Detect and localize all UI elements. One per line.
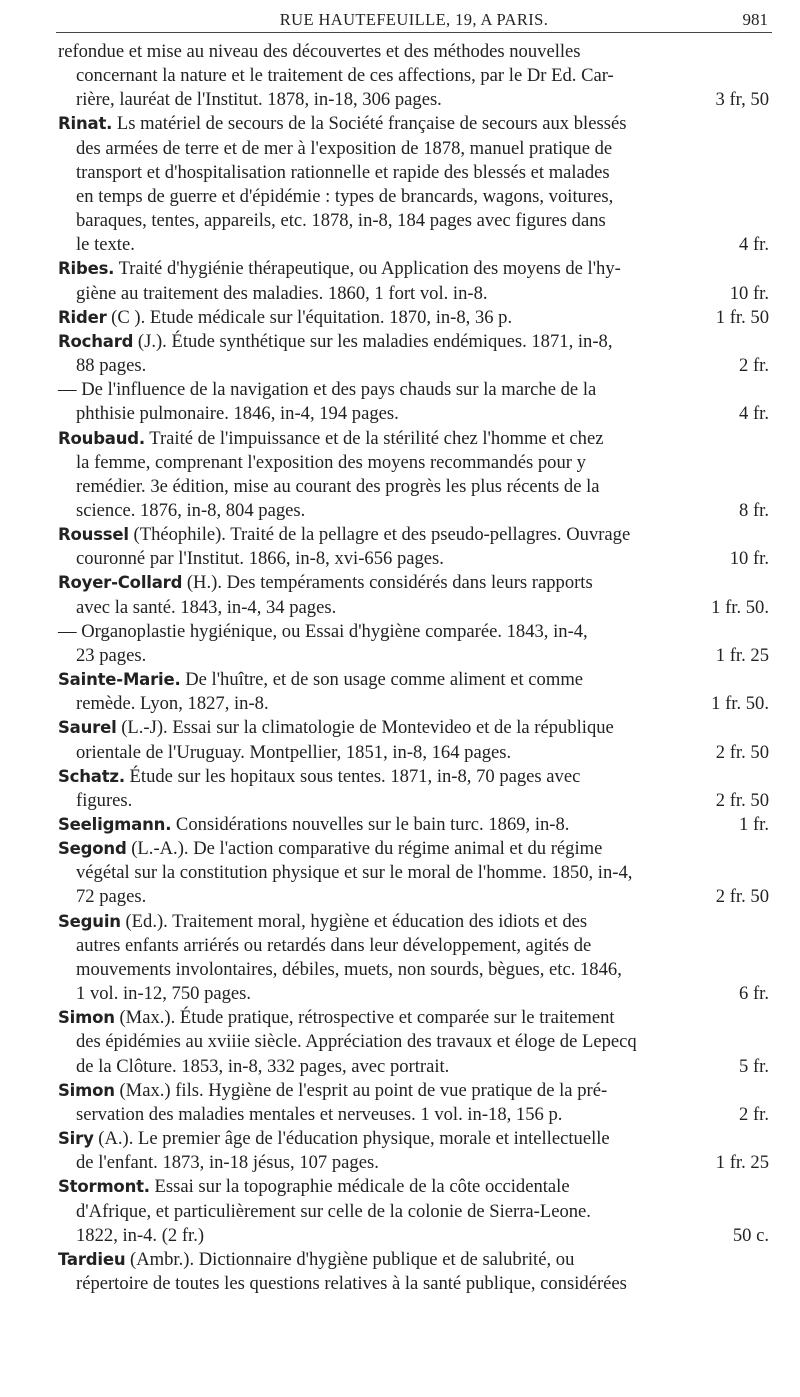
- price: 5 fr.: [739, 1055, 769, 1077]
- entry-first-line: [58, 427, 769, 451]
- entry-text: végétal sur la constitution physique et sur le moral de l'homme. 1850, in-4,: [76, 862, 633, 884]
- entry-text: Essai sur la topographie médicale de la côte occidentale: [149, 1176, 570, 1198]
- header-rule: [56, 32, 772, 33]
- author-name: Seeligmann.: [58, 815, 172, 834]
- entry-text: 23 pages.: [76, 644, 147, 666]
- entry-first-line: [58, 571, 769, 595]
- entry-line: [58, 282, 769, 306]
- entry-line: [58, 692, 769, 716]
- author-name: Tardieu: [58, 1249, 126, 1269]
- entry-first-line: [58, 1006, 769, 1030]
- entry-text: (J.). Étude synthétique sur les maladies endémiques. 1871, in-8,: [133, 330, 613, 352]
- entry-first-line: [58, 257, 769, 281]
- entry-text: 88 pages.: [76, 355, 147, 377]
- entry-first-line: [58, 910, 769, 934]
- entry-text: couronné par l'Institut. 1866, in-8, xvi-656 pages.: [76, 548, 444, 570]
- author-name: Saurel: [58, 718, 117, 738]
- entry-text: Traité de l'impuissance et de la stérilité chez l'homme et chez: [144, 427, 604, 449]
- entry-line: [58, 789, 769, 813]
- entry-text: servation des maladies mentales et nerveuses. 1 vol. in-18, 156 p.: [76, 1103, 563, 1125]
- author-name: Seguin: [58, 911, 121, 931]
- price: 1 fr.: [739, 814, 769, 835]
- entry-line: [58, 861, 769, 885]
- entry-text: Traité d'hygiénie thérapeutique, ou Application des moyens de l'hy-: [114, 258, 621, 280]
- page-header: [56, 6, 772, 32]
- entry-line: [58, 1151, 769, 1175]
- entry-text: 1 vol. in-12, 750 pages.: [76, 983, 252, 1005]
- price: 1 fr. 25: [715, 1152, 769, 1174]
- entry-first-line: [58, 1079, 769, 1103]
- entry-first-line: [58, 1127, 769, 1151]
- entry-line: [58, 958, 769, 982]
- entry-text: baraques, tentes, appareils, etc. 1878, in-8, 184 pages avec figures dans: [76, 210, 606, 232]
- price: 10 fr.: [729, 548, 769, 570]
- entry-text: (Théophile). Traité de la pellagre et des pseudo-pellagres. Ouvrage: [128, 524, 631, 546]
- entry-line: [58, 1224, 769, 1248]
- price: 8 fr.: [739, 499, 769, 521]
- entry-text: avec la santé. 1843, in-4, 34 pages.: [76, 596, 337, 618]
- entry-text: 1822, in-4. (2 fr.): [76, 1224, 205, 1246]
- entry-text: (C ). Etude médicale sur l'équitation. 1870, in-8, 36 p.: [106, 306, 513, 328]
- entry-text: (L.-A.). De l'action comparative du régime animal et du régime: [126, 838, 603, 860]
- entry-text: remède. Lyon, 1827, in-8.: [76, 693, 269, 715]
- entry-text: de l'enfant. 1873, in-18 jésus, 107 pages.: [76, 1152, 379, 1174]
- price: 10 fr.: [729, 282, 769, 304]
- entry-text: (Max.). Étude pratique, rétrospective et comparée sur le traitement: [114, 1007, 615, 1029]
- entry-first-line: [58, 668, 769, 692]
- entry-text: des armées de terre et de mer à l'exposition de 1878, manuel pratique de: [76, 137, 613, 159]
- entry-text: 72 pages.: [76, 886, 147, 908]
- entry-first-line: [58, 837, 769, 861]
- author-name: Simon: [58, 1008, 115, 1028]
- catalogue-text: [58, 40, 769, 1296]
- author-name: Siry: [58, 1129, 94, 1149]
- entry-text: (Ambr.). Dictionnaire d'hygiène publique et de salubrité, ou: [125, 1248, 575, 1270]
- entry-text: la femme, comprenant l'exposition des moyens recommandés pour y: [76, 451, 586, 473]
- price: 1 fr. 50.: [711, 693, 769, 715]
- author-name: Roussel: [58, 525, 129, 545]
- entry-text: de la Clôture. 1853, in-8, 332 pages, avec portrait.: [76, 1055, 450, 1077]
- entry-text: (Max.) fils. Hygiène de l'esprit au point de vue pratique de la pré-: [114, 1079, 608, 1101]
- entry-text: orientale de l'Uruguay. Montpellier, 1851, in-8, 164 pages.: [76, 741, 512, 763]
- price: 1 fr. 50: [715, 306, 769, 328]
- entry-first-line: [58, 112, 769, 136]
- entry-line: [58, 1200, 769, 1224]
- entry-line: [58, 88, 769, 112]
- entry-line: [58, 1272, 769, 1296]
- entry-text: De l'huître, et de son usage comme aliment et comme: [180, 669, 584, 691]
- entry-line: [58, 1055, 769, 1079]
- entry-line: [58, 982, 769, 1006]
- price: 2 fr. 50: [715, 886, 769, 908]
- entry-line: [58, 620, 769, 644]
- entry-text: Étude sur les hopitaux sous tentes. 1871, in-8, 70 pages avec: [124, 765, 581, 787]
- entry-line: [58, 934, 769, 958]
- entry-line: [58, 1103, 769, 1127]
- entry-line: [58, 161, 769, 185]
- entry-text: des épidémies au xviiie siècle. Appréciation des travaux et éloge de Lepecq: [76, 1031, 637, 1053]
- entry-line: [58, 233, 769, 257]
- entry-line: [58, 741, 769, 765]
- author-name: Simon: [58, 1080, 115, 1100]
- entry-text: — Organoplastie hygiénique, ou Essai d'hygiène comparée. 1843, in-4,: [58, 620, 588, 642]
- price: 1 fr. 50.: [711, 596, 769, 618]
- entry-text: Ls matériel de secours de la Société française de secours aux blessés: [112, 113, 627, 135]
- entry-text: (A.). Le premier âge de l'éducation physique, morale et intellectuelle: [93, 1128, 610, 1150]
- entry-first-line: [58, 523, 769, 547]
- entry-text: refondue et mise au niveau des découvertes et des méthodes nouvelles: [58, 41, 581, 62]
- entry-line: [58, 547, 769, 571]
- entry-text: (L.-J). Essai sur la climatologie de Montevideo et de la république: [116, 717, 614, 739]
- author-name: Roubaud.: [58, 428, 145, 448]
- price: 2 fr.: [739, 355, 769, 377]
- author-name: Stormont.: [58, 1177, 150, 1197]
- entry-first-line: [58, 1175, 769, 1199]
- running-title: RUE HAUTEFEUILLE, 19, A PARIS.: [279, 10, 549, 29]
- entry-line: [58, 137, 769, 161]
- entry-line: [58, 209, 769, 233]
- author-name: Schatz.: [58, 766, 125, 786]
- page-number: 981: [742, 10, 768, 29]
- entry-text: mouvements involontaires, débiles, muets, non sourds, bègues, etc. 1846,: [76, 958, 622, 980]
- entry-text: transport et d'hospitalisation rationnelle et rapide des blessés et malades: [76, 161, 610, 183]
- entry-first-line: [58, 330, 769, 354]
- author-name: Rochard: [58, 331, 134, 351]
- entry-text: autres enfants arriérés ou retardés dans leur développement, agités de: [76, 934, 592, 956]
- entry-line: [58, 451, 769, 475]
- entry-line: [58, 40, 769, 64]
- entry-line: [58, 378, 769, 402]
- entry-text: répertoire de toutes les questions relatives à la santé publique, considérées: [76, 1272, 627, 1294]
- entry-line: [58, 644, 769, 668]
- entry-text: (Ed.). Traitement moral, hygiène et éducation des idiots et des: [120, 910, 588, 932]
- entry-text: rière, lauréat de l'Institut. 1878, in-18, 306 pages.: [76, 89, 442, 111]
- entry-first-line: [58, 716, 769, 740]
- entry-line: [58, 475, 769, 499]
- entry-text: figures.: [76, 789, 133, 811]
- entry-line: [58, 885, 769, 909]
- price: 4 fr.: [739, 234, 769, 256]
- author-name: Royer-Collard: [58, 573, 183, 593]
- author-name: Rinat.: [58, 114, 113, 134]
- entry-line: [58, 596, 769, 620]
- entry-line: [58, 402, 769, 426]
- entry-text: phthisie pulmonaire. 1846, in-4, 194 pages.: [76, 403, 399, 425]
- entry-first-line: [58, 1248, 769, 1272]
- entry-text: science. 1876, in-8, 804 pages.: [76, 499, 306, 521]
- entry-first-line: [58, 306, 769, 330]
- entry-line: [58, 185, 769, 209]
- entry-text: d'Afrique, et particulièrement sur celle de la colonie de Sierra-Leone.: [76, 1200, 591, 1222]
- entry-text: remédier. 3e édition, mise au courant des progrès les plus récents de la: [76, 475, 600, 497]
- entry-text: concernant la nature et le traitement de ces affections, par le Dr Ed. Car-: [76, 65, 614, 87]
- entry-line: [58, 499, 769, 523]
- price: 50 c.: [732, 1224, 769, 1246]
- author-name: Segond: [58, 839, 127, 859]
- author-name: Sainte-Marie.: [58, 670, 181, 690]
- price: 4 fr.: [739, 403, 769, 425]
- entry-text: le texte.: [76, 234, 135, 256]
- entry-text: giène au traitement des maladies. 1860, 1 fort vol. in-8.: [76, 282, 488, 304]
- price: 1 fr. 25: [715, 644, 769, 666]
- entry-line: [58, 1030, 769, 1054]
- entry-first-line: [58, 813, 769, 837]
- author-name: Ribes.: [58, 259, 115, 279]
- entry-text: en temps de guerre et d'épidémie : types de brancards, wagons, voitures,: [76, 185, 614, 207]
- price: 2 fr. 50: [715, 789, 769, 811]
- price: 6 fr.: [739, 983, 769, 1005]
- author-name: Rider: [58, 307, 107, 327]
- price: 3 fr, 50: [715, 89, 769, 111]
- entry-text: — De l'influence de la navigation et des pays chauds sur la marche de la: [58, 379, 597, 401]
- entry-line: [58, 64, 769, 88]
- price: 2 fr.: [739, 1103, 769, 1125]
- entry-text: Considérations nouvelles sur le bain turc. 1869, in-8.: [171, 814, 570, 835]
- entry-first-line: [58, 765, 769, 789]
- price: 2 fr. 50: [715, 741, 769, 763]
- entry-line: [58, 354, 769, 378]
- entry-text: (H.). Des tempéraments considérés dans leurs rapports: [182, 572, 593, 594]
